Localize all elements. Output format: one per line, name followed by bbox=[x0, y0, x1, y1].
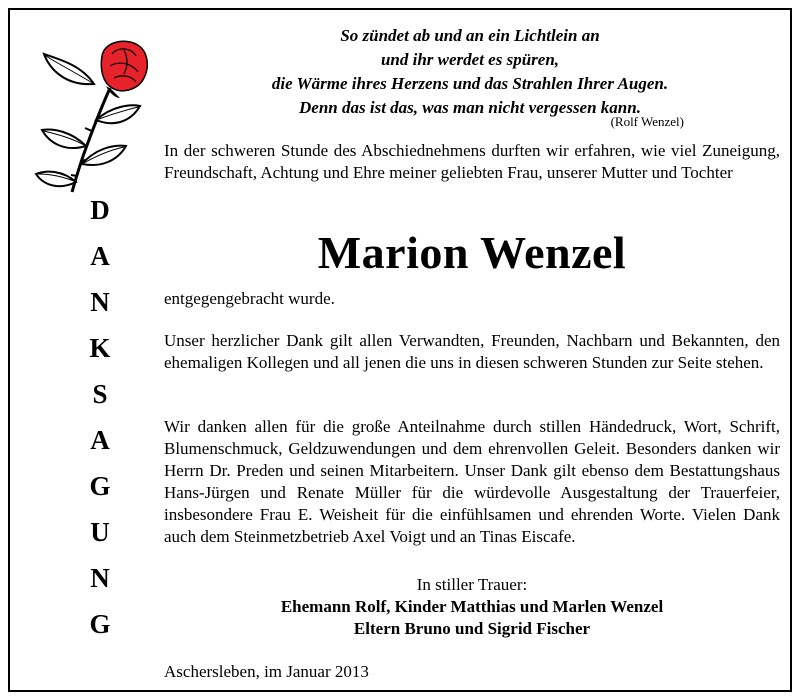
heading-letter: A bbox=[90, 241, 110, 271]
poem-line: und ihr werdet es spüren, bbox=[380, 50, 560, 69]
poem-line: Denn das ist das, was man nicht vergessen kann. bbox=[299, 98, 641, 117]
after-name-text: entgegengebracht wurde. bbox=[164, 289, 335, 308]
poem-line: die Wärme ihres Herzens und das Strahlen Ihrer Augen. bbox=[271, 74, 669, 93]
signoff-family: Ehemann Rolf, Kinder Matthias und Marlen Wenzel bbox=[280, 597, 664, 616]
signoff bbox=[164, 574, 780, 640]
intro-paragraph: In der schweren Stunde des Abschiednehmens durften wir erfahren, wie viel Zuneigung, Freundschaft, Achtung und Ehre meiner geliebten Frau, unserer Mutter und Tochter bbox=[164, 141, 780, 182]
details-paragraph: Wir danken allen für die große Anteilnahme durch stillen Händedruck, Wort, Schrift, Blumenschmuck, Geldzuwendungen und dem ehrenvollen Geleit. Besonders danken wir Herrn Dr. Preden und seinen Mitarbeitern. Unser Dank gilt ebenso dem Bestattungshaus Hans-Jürgen und Renate Müller für die würdevolle Ausgestaltung der Trauerfeier, insbesondere Frau E. Weisheit für die einfühlsamen und ehrenden Worte. Vielen Dank auch dem Steinmetzbetrieb Axel Voigt und an Tinas Eiscafe. bbox=[164, 417, 780, 546]
deceased-name: Marion Wenzel bbox=[317, 227, 627, 278]
poem bbox=[160, 24, 780, 120]
poem-attribution: (Rolf Wenzel) bbox=[610, 114, 684, 129]
signoff-parents: Eltern Bruno und Sigrid Fischer bbox=[353, 619, 591, 638]
heading-letter: A bbox=[90, 425, 110, 455]
poem-line: So zündet ab und an ein Lichtlein an bbox=[340, 26, 600, 45]
heading-letter: U bbox=[90, 517, 110, 547]
heading-letter: N bbox=[90, 563, 110, 593]
heading-letter: K bbox=[89, 333, 111, 363]
signoff-intro: In stiller Trauer: bbox=[416, 575, 528, 594]
place-date: Aschersleben, im Januar 2013 bbox=[164, 662, 369, 681]
thanks-paragraph: Unser herzlicher Dank gilt allen Verwandten, Freunden, Nachbarn und Bekannten, den ehemaligen Kollegen und all jenen die uns in diesen schweren Stunden zur Seite stehen. bbox=[164, 331, 780, 372]
heading-letter: N bbox=[90, 287, 110, 317]
heading-letter: D bbox=[90, 195, 110, 225]
rose-icon bbox=[32, 36, 152, 196]
obituary-card bbox=[8, 8, 792, 692]
heading-letter: S bbox=[92, 379, 108, 409]
heading-letter: G bbox=[89, 471, 111, 501]
heading-letter: G bbox=[89, 609, 111, 639]
